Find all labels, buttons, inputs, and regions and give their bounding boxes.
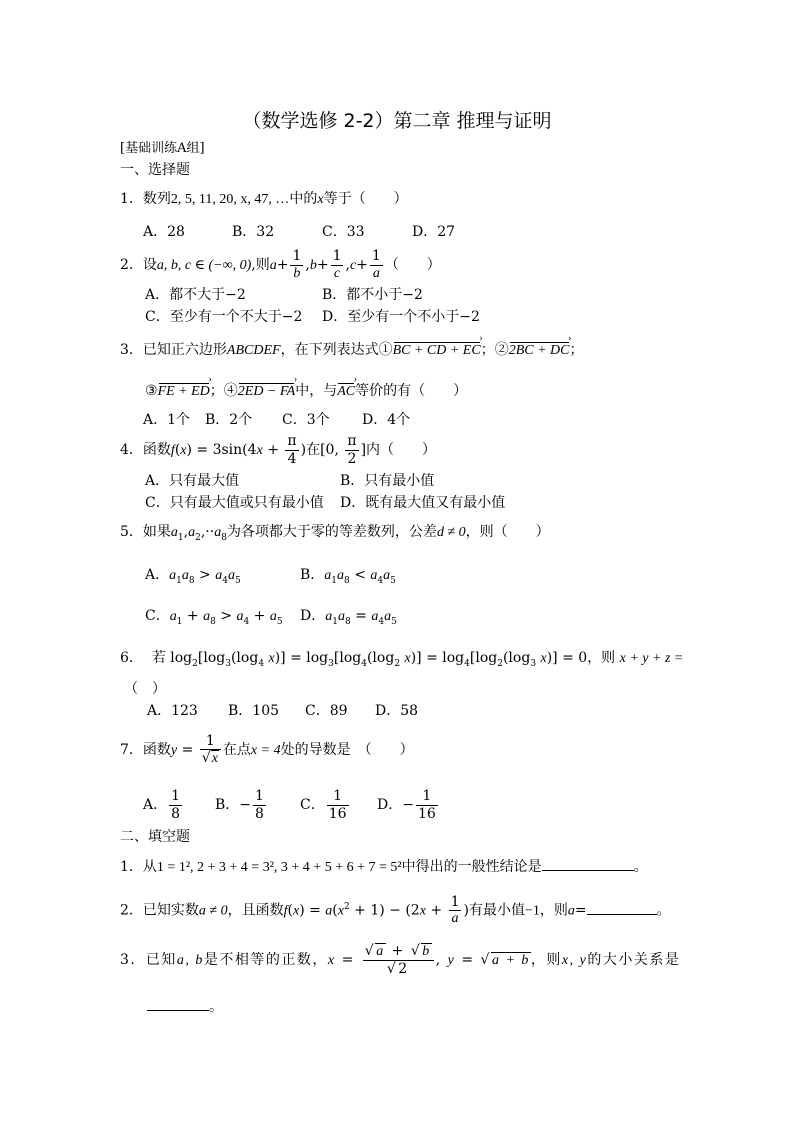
f3-stem: 3．已知a, b是不相等的正数，x = $\frac{√a + √b}{√2}$ , y = √a + b，则x, y的大小关系是 bbox=[120, 942, 681, 977]
q6-answer-paren: （ ） bbox=[124, 681, 166, 697]
q1-option-d: D．27 bbox=[412, 224, 456, 240]
f2-answer-blank[interactable] bbox=[587, 914, 657, 915]
f1-stem: 1．从1 = 1², 2 + 3 + 4 = 3², 3 + 4 + 5 + 6 + 7 = 5²中得出的一般性结论是 。 bbox=[120, 859, 648, 875]
q6-stem: 6． 若 $\log_2[\log_3(\log_4$ $x)] = \log_3[\log_4(\log_2$ $x)] = \log_4[\log_2(\log_3$ x)] = 0，则 x + y + z = bbox=[120, 650, 684, 669]
group-label: [基础训练A组] bbox=[120, 141, 205, 156]
q3-option-a: A．1个 bbox=[143, 412, 191, 428]
q5-stem: 5．如果$a_1,a_2,\cdot\cdot a_8$为各项都大于零的等差数列，公差d ≠ 0，则（ ） bbox=[120, 524, 550, 543]
q6-option-d: D．58 bbox=[375, 703, 419, 719]
q1-option-b: B．32 bbox=[232, 224, 275, 240]
section-choice-heading: 一、选择题 bbox=[120, 162, 190, 178]
q3-option-c: C．3个 bbox=[282, 412, 330, 428]
q3-option-d: D．4个 bbox=[362, 412, 411, 428]
q1-option-c: C．33 bbox=[322, 224, 365, 240]
q1-option-a: A．28 bbox=[143, 224, 185, 240]
q7-option-c: C． $\frac{1}{16}$ bbox=[300, 788, 347, 822]
q4-option-a: A．只有最大值 bbox=[145, 473, 240, 489]
q5-option-a: A．$a_1a_8 > a_4a_5$ bbox=[145, 567, 241, 586]
q5-option-d: D．$a_1a_8 = a_4a_5$ bbox=[300, 608, 397, 627]
q2-stem: 2．设a, b, c ∈ (−∞, 0),则a+ $\frac{1}{b}$ ,b+ $\frac{1}{c}$ ,c+ $\frac{1}{a}$ （ ） bbox=[120, 248, 441, 281]
q4-option-c: C．只有最大值或只有最小值 bbox=[145, 495, 324, 511]
q3-stem-line2: ③FE + ED ›；④2ED − FA ›中，与AC ›等价的有（ ） bbox=[145, 384, 467, 399]
q3-stem: 3．已知正六边形ABCDEF，在下列表达式①BC + CD + EC ›；②2BC + DC ›； bbox=[120, 343, 584, 358]
q2-option-d: D．至少有一个不小于−2 bbox=[322, 309, 480, 325]
q6-option-a: A．123 bbox=[147, 703, 198, 719]
q6-option-c: C．89 bbox=[305, 703, 348, 719]
page-title: （数学选修 2-2）第二章 推理与证明 bbox=[242, 110, 552, 132]
q2-option-c: C．至少有一个不大于−2 bbox=[145, 309, 303, 325]
q1-stem: 1．数列2, 5, 11, 20, x, 47, …中的x等于（ ） bbox=[120, 191, 408, 207]
f1-answer-blank[interactable] bbox=[542, 870, 634, 871]
f2-stem: 2．已知实数a ≠ 0，且函数$f(x) = a(x^2 + 1) - (2x$ + $\frac{1}{a}$ )有最小值−1，则a= 。 bbox=[120, 894, 671, 927]
q7-stem: 7．函数y = $\frac{1}{√x}$ 在点x = 4处的导数是 （ ） bbox=[120, 732, 414, 766]
q6-option-b: B．105 bbox=[228, 703, 280, 719]
q2-option-b: B．都不小于−2 bbox=[322, 287, 423, 303]
q4-option-b: B．只有最小值 bbox=[340, 473, 435, 489]
q5-option-c: C．$a_1 + a_8 > a_4 + a_5$ bbox=[145, 608, 283, 627]
q5-option-b: B．$a_1a_8 < a_4a_5$ bbox=[300, 567, 396, 586]
q7-option-a: A． $\frac{1}{8}$ bbox=[143, 788, 181, 822]
section-fill-heading: 二、填空题 bbox=[120, 829, 190, 845]
q4-option-d: D．既有最大值又有最小值 bbox=[340, 495, 506, 511]
q4-stem: 4．函数f(x) = 3sin(4x + $\frac{\pi}{4}$ )在[0, $\frac{\pi}{2}$ ]内（ ） bbox=[120, 433, 437, 467]
q7-option-b: B．− $\frac{1}{8}$ bbox=[215, 788, 264, 822]
q3-option-b: B．2个 bbox=[205, 412, 253, 428]
f3-answer-blank[interactable] bbox=[147, 1010, 209, 1011]
f3-answer-line: 。 bbox=[147, 1000, 223, 1014]
q7-option-d: D．− $\frac{1}{16}$ bbox=[377, 788, 436, 822]
q2-option-a: A．都不大于−2 bbox=[145, 287, 246, 303]
